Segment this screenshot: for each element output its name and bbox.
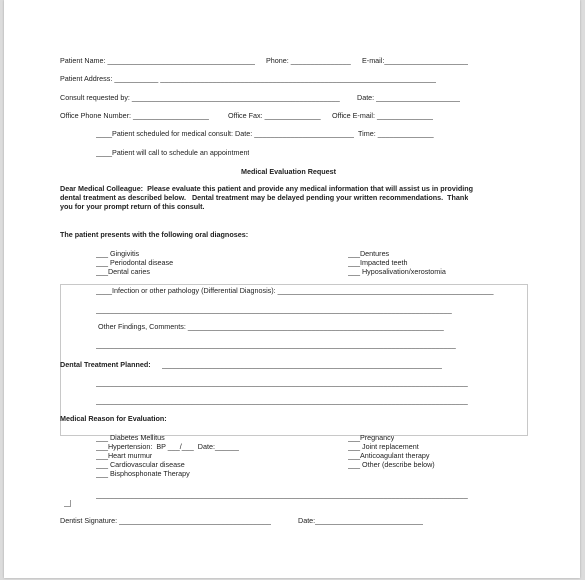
- diagnosis-impacted-teeth[interactable]: ___Impacted teeth: [348, 258, 408, 267]
- reason-anticoagulant[interactable]: ___Anticoagulant therapy: [348, 451, 430, 460]
- email-field[interactable]: E-mail:_____________________: [362, 56, 469, 65]
- time-field[interactable]: Time: ______________: [358, 129, 434, 138]
- patient-name-field[interactable]: Patient Name: _____________________________________: [60, 56, 256, 65]
- office-fax-field[interactable]: Office Fax: ______________: [228, 111, 321, 120]
- will-call-field[interactable]: ____Patient will call to schedule an appointment: [96, 148, 250, 157]
- reason-pregnancy[interactable]: ___Pregnancy: [348, 433, 395, 442]
- patient-address-field[interactable]: Patient Address: ___________ _____________________________________________________________________: [60, 74, 437, 83]
- infection-field[interactable]: ____Infection or other pathology (Differential Diagnosis): ______________________________________________________: [96, 286, 494, 295]
- letter-line-1: Dear Medical Colleague: Please evaluate this patient and provide any medical information that will assist us in providing: [60, 184, 473, 193]
- reason-other[interactable]: ___ Other (describe below): [348, 460, 435, 469]
- phone-field[interactable]: Phone: _______________: [266, 56, 351, 65]
- treatment-line-2[interactable]: _____________________________________________________________________________________________: [96, 378, 468, 387]
- reason-bisphosphonate[interactable]: ___ Bisphosphonate Therapy: [96, 469, 190, 478]
- consult-by-field[interactable]: Consult requested by: ____________________________________________________: [60, 93, 340, 102]
- date-field[interactable]: Date: _____________________: [357, 93, 461, 102]
- diagnosis-caries[interactable]: ___Dental caries: [96, 267, 150, 276]
- treatment-heading: Dental Treatment Planned:: [60, 360, 151, 369]
- diagnosis-periodontal[interactable]: ___ Periodontal disease: [96, 258, 174, 267]
- medical-blank-line[interactable]: _____________________________________________________________________________________________: [96, 490, 468, 499]
- office-email-field[interactable]: Office E-mail: ______________: [332, 111, 433, 120]
- reason-cardiovascular[interactable]: ___ Cardiovascular disease: [96, 460, 185, 469]
- treatment-line-1[interactable]: ______________________________________________________________________: [162, 360, 442, 369]
- diagnoses-heading: The patient presents with the following oral diagnoses:: [60, 230, 249, 239]
- other-findings-field[interactable]: Other Findings, Comments: ________________________________________________________________: [98, 322, 444, 331]
- diagnosis-gingivitis[interactable]: ___ Gingivitis: [96, 249, 140, 258]
- reason-hypertension[interactable]: ___Hypertension: BP ___/___ Date:______: [96, 442, 239, 451]
- diagnosis-hyposalivation[interactable]: ___ Hyposalivation/xerostomia: [348, 267, 446, 276]
- reason-joint-replacement[interactable]: ___ Joint replacement: [348, 442, 419, 451]
- dentist-signature-field[interactable]: Dentist Signature: ______________________________________: [60, 516, 272, 525]
- corner-mark: [64, 500, 71, 507]
- diagnosis-blank-line-1[interactable]: _________________________________________________________________________________________: [96, 305, 452, 314]
- scheduled-field[interactable]: ____Patient scheduled for medical consult: Date: _________________________: [96, 129, 355, 138]
- medical-heading: Medical Reason for Evaluation:: [60, 414, 167, 423]
- reason-diabetes[interactable]: ___ Diabetes Mellitus: [96, 433, 165, 442]
- treatment-line-3[interactable]: _____________________________________________________________________________________________: [96, 396, 468, 405]
- letter-line-3: you for your prompt return of this consult.: [60, 202, 205, 211]
- letter-line-2: dental treatment as described below. Dental treatment may be delayed pending your written recommendations. Thank: [60, 193, 469, 202]
- page-title: Medical Evaluation Request: [241, 167, 337, 176]
- reason-heart-murmur[interactable]: ___Heart murmur: [96, 451, 153, 460]
- diagnosis-dentures[interactable]: ___Dentures: [348, 249, 390, 258]
- document-page: [4, 0, 580, 578]
- diagnosis-blank-line-2[interactable]: __________________________________________________________________________________________: [96, 340, 456, 349]
- office-phone-field[interactable]: Office Phone Number: ___________________: [60, 111, 209, 120]
- signature-date-field[interactable]: Date:___________________________: [298, 516, 424, 525]
